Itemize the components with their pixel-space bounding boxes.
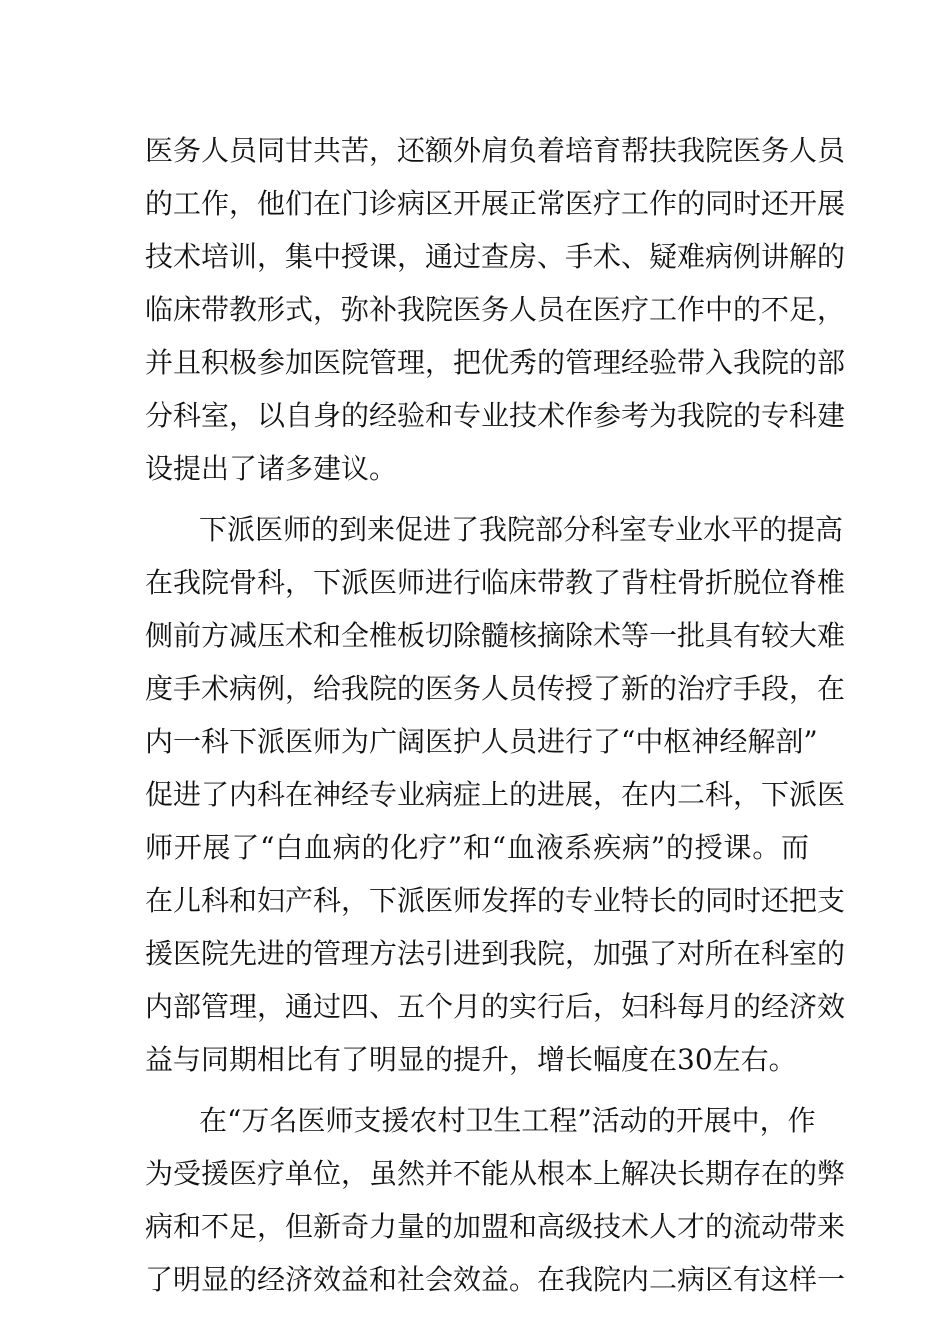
- text-line: 分科室，以自身的经验和专业技术作参考为我院的专科建: [145, 399, 846, 432]
- paragraph-2: [145, 503, 846, 1086]
- text-line: 技术培训，集中授课，通过查房、手术、疑难病例讲解的: [145, 240, 846, 273]
- text-line: 援医院先进的管理方法引进到我院，加强了对所在科室的: [145, 937, 846, 970]
- text-line: 在儿科和妇产科，下派医师发挥的专业特长的同时还把支: [145, 884, 846, 917]
- text-line: 临床带教形式，弥补我院医务人员在医疗工作中的不足，: [145, 293, 846, 326]
- text-line: 内一科下派医师为广阔医护人员进行了“中枢神经解剖”: [145, 725, 818, 758]
- text-line: 为受援医疗单位，虽然并不能从根本上解决长期存在的弊: [145, 1157, 846, 1190]
- text-line: 促进了内科在神经专业病症上的进展，在内二科，下派医: [145, 778, 846, 811]
- text-line: 并且积极参加医院管理，把优秀的管理经验带入我院的部: [145, 346, 846, 379]
- text-line: 侧前方减压术和全椎板切除髓核摘除术等一批具有较大难: [145, 619, 846, 652]
- paragraph-1: [145, 124, 846, 495]
- text-line: 在“万名医师支援农村卫生工程”活动的开展中，作: [199, 1104, 816, 1137]
- paragraph-3: [145, 1094, 846, 1306]
- text-line: 师开展了“白血病的化疗”和“血液系疾病”的授课。而: [145, 831, 809, 864]
- text-line: 在我院骨科，下派医师进行临床带教了背柱骨折脱位脊椎: [145, 566, 846, 599]
- document-body: [145, 124, 846, 1306]
- text-line: 了明显的经济效益和社会效益。在我院内二病区有这样一: [145, 1263, 846, 1296]
- text-line: 度手术病例，给我院的医务人员传授了新的治疗手段，在: [145, 672, 846, 705]
- text-line: 内部管理，通过四、五个月的实行后，妇科每月的经济效: [145, 990, 846, 1023]
- text-line: 病和不足，但新奇力量的加盟和高级技术人才的流动带来: [145, 1210, 846, 1243]
- text-line: 设提出了诸多建议。: [145, 452, 398, 485]
- text-line: 下派医师的到来促进了我院部分科室专业水平的提高: [199, 513, 844, 546]
- text-line: 益与同期相比有了明显的提升，增长幅度在30左右。: [145, 1043, 797, 1076]
- text-line: 的工作，他们在门诊病区开展正常医疗工作的同时还开展: [145, 187, 846, 220]
- text-line: 医务人员同甘共苦，还额外肩负着培育帮扶我院医务人员: [145, 134, 846, 167]
